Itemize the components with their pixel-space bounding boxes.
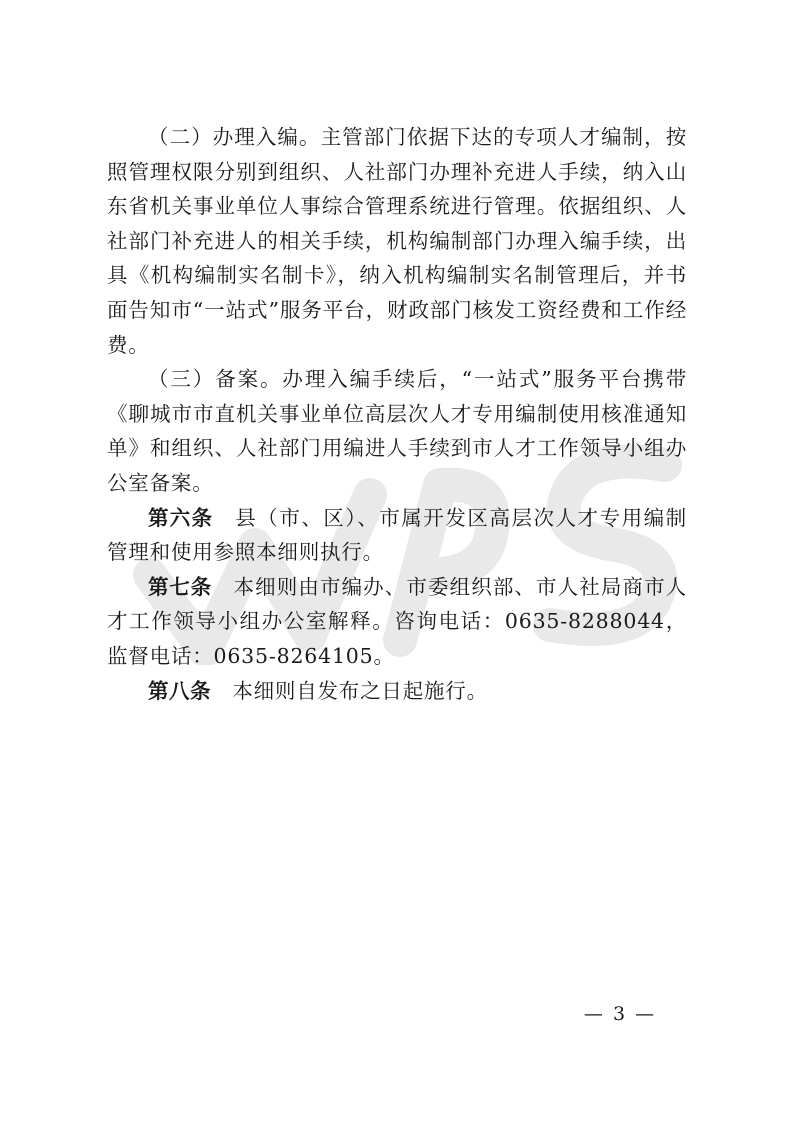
document-body [107,120,687,708]
page-number: — 3 — [583,1003,657,1025]
article-text: 县（市、区）、市属开发区高层次人才专用编制管理和使用参照本细则执行。 [107,505,687,565]
article-six [107,501,687,570]
article-seven [107,570,687,674]
article-heading: 第七条 [148,574,212,599]
paragraph-text: （二）办理入编。主管部门依据下达的专项人才编制，按照管理权限分别到组织、人社部门办理补充进人手续，纳入山东省机关事业单位人事综合管理系统进行管理。依据组织、人社部门补充进人的相关手续，机构编制部门办理入编手续，出具《机构编制实名制卡》，纳入机构编制实名制管理后，并书面告知市“一站式”服务平台，财政部门核发工资经费和工作经费。 [107,125,687,357]
article-heading: 第六条 [148,505,214,530]
article-eight [107,674,687,709]
paragraph-text: （三）备案。办理入编手续后，“一站式”服务平台携带《聊城市市直机关事业单位高层次人才专用编制使用核准通知单》和组织、人社部门用编进人手续到市人才工作领导小组办公室备案。 [107,367,687,495]
article-text: 本细则由市编办、市委组织部、市人社局商市人才工作领导小组办公室解释。咨询电话：0635-8288044，监督电话：0635-8264105。 [107,574,687,668]
paragraph-filing [107,362,687,500]
paragraph-registration [107,120,687,362]
article-heading: 第八条 [148,678,211,703]
article-text: 本细则自发布之日起施行。 [232,678,488,703]
